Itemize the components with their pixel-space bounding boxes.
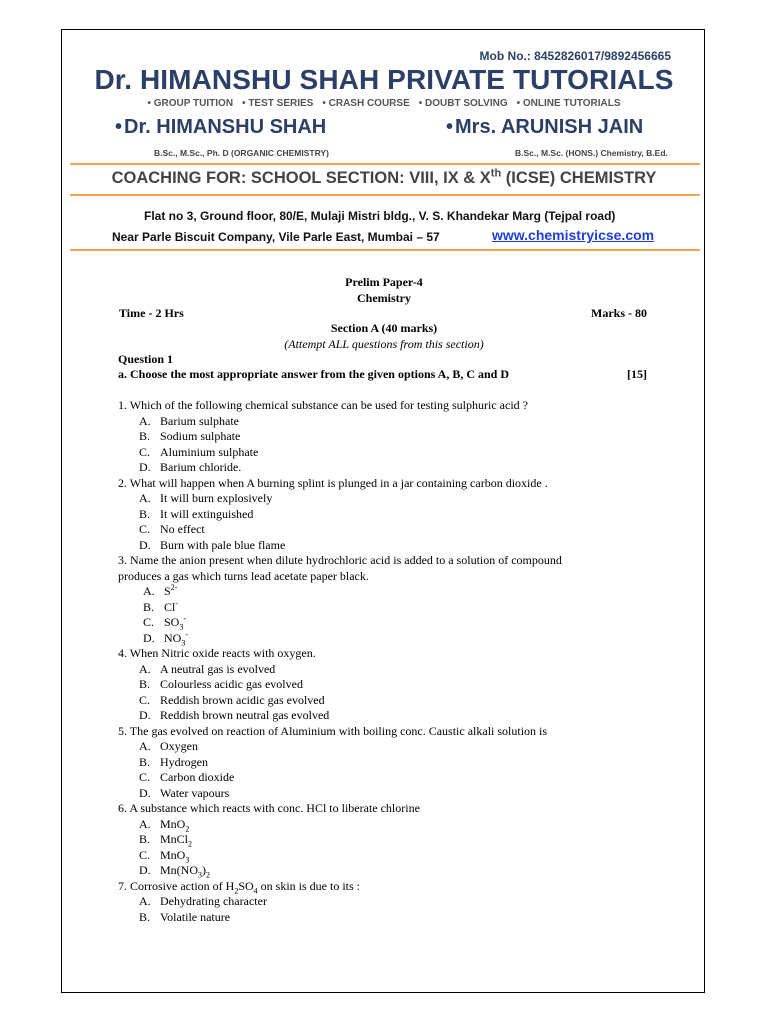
- question-text-cont: produces a gas which turns lead acetate paper black.: [118, 568, 369, 583]
- option: A. Barium sulphate: [139, 413, 239, 428]
- question-list: [118, 398, 678, 925]
- option: B. Cl-: [143, 598, 179, 614]
- teacher-name-1: • Dr. HIMANSHU SHAH: [115, 116, 326, 139]
- option: B. Sodium sulphate: [139, 429, 241, 443]
- institute-title: Dr. HIMANSHU SHAH PRIVATE TUTORIALS: [94, 64, 674, 95]
- question-text: 7. Corrosive action of $H_2SO_4$ on skin is due to its :: [118, 878, 360, 895]
- teacher-qualification-2: B.Sc., M.Sc. (HONS.) Chemistry, B.Ed.: [515, 148, 668, 158]
- question-paper-page: [61, 29, 705, 993]
- website-link[interactable]: www.chemistryicse.com: [492, 227, 655, 243]
- option: B. Colourless acidic gas evolved: [139, 677, 303, 691]
- part-a-marks: [15]: [627, 367, 647, 381]
- teacher-qualification-1: B.Sc., M.Sc., Ph. D (ORGANIC CHEMISTRY): [154, 148, 329, 158]
- coaching-prefix: COACHING FOR: SCHOOL SECTION: VIII, IX & X: [111, 169, 491, 187]
- option: A. It will burn explosively: [139, 491, 273, 505]
- mobile-number: Mob No.: 8452826017/9892456665: [479, 49, 671, 63]
- coaching-banner: [62, 169, 706, 188]
- option: B. Hydrogen: [139, 754, 208, 769]
- address-line-2: Near Parle Biscuit Company, Vile Parle East, Mumbai – 57: [112, 230, 440, 244]
- service-item: • GROUP TUITION: [148, 98, 234, 109]
- option: D. Reddish brown neutral gas evolved: [139, 708, 330, 722]
- question-text: 1. Which of the following chemical substance can be used for testing sulphuric acid ?: [118, 398, 528, 412]
- teacher-name-2: • Mrs. ARUNISH JAIN: [446, 116, 643, 139]
- question-text: 6. A substance which reacts with conc. HCl to liberate chlorine: [118, 801, 420, 815]
- option: D. Water vapours: [139, 785, 230, 800]
- question-text: 4. When Nitric oxide reacts with oxygen.: [118, 646, 316, 660]
- option: C. $SO_3^-$: [143, 614, 187, 632]
- service-item: • ONLINE TUTORIALS: [517, 98, 621, 109]
- option: D. $NO_3^-$: [143, 629, 189, 647]
- option: A. MnO$_2$: [139, 816, 190, 833]
- option: A. Oxygen: [139, 739, 198, 753]
- option: A. $S^{2-}$: [143, 583, 178, 598]
- section-instruction: (Attempt ALL questions from this section): [284, 337, 484, 351]
- option: A. Dehydrating character: [139, 894, 267, 908]
- coaching-sup: th: [490, 167, 502, 180]
- question-text: 2. What will happen when A burning splint is plunged in a jar containing carbon dioxide .: [118, 475, 548, 490]
- section-heading: Section A (40 marks): [330, 321, 438, 335]
- divider: [70, 163, 700, 165]
- option: B. Volatile nature: [139, 909, 231, 924]
- service-item: • TEST SERIES: [242, 98, 313, 109]
- option: D. $Mn(NO_3)_2$: [139, 863, 210, 880]
- option: C. No effect: [139, 522, 205, 536]
- divider: [70, 249, 700, 251]
- services-list: [62, 98, 706, 109]
- option: C. Reddish brown acidic gas evolved: [139, 692, 325, 707]
- part-a-instruction: a. Choose the most appropriate answer from the given options A, B, C and D: [118, 367, 510, 381]
- option: D. Barium chloride.: [139, 460, 242, 474]
- service-item: • CRASH COURSE: [322, 98, 409, 109]
- option: C. Carbon dioxide: [139, 770, 235, 784]
- divider: [70, 194, 700, 196]
- paper-subject: Chemistry: [357, 291, 411, 305]
- option: C. Aluminium sulphate: [139, 444, 259, 459]
- service-item: • DOUBT SOLVING: [419, 98, 508, 109]
- option: A. A neutral gas is evolved: [139, 661, 276, 676]
- coaching-suffix: (ICSE) CHEMISTRY: [501, 169, 657, 187]
- paper-title: Prelim Paper-4: [345, 275, 423, 289]
- address-line-1: Flat no 3, Ground floor, 80/E, Mulaji Mistri bldg., V. S. Khandekar Marg (Tejpal road): [144, 209, 616, 223]
- paper-marks: Marks - 80: [591, 306, 647, 320]
- option: B. MnCl$_2$: [139, 832, 193, 849]
- question-heading: Question 1: [118, 352, 174, 366]
- question-text: 3. Name the anion present when dilute hydrochloric acid is added to a solution of compound: [118, 553, 562, 567]
- paper-time: Time - 2 Hrs: [119, 306, 184, 320]
- question-text: 5. The gas evolved on reaction of Aluminium with boiling conc. Caustic alkali solution is: [118, 723, 548, 738]
- option: B. It will extinguished: [139, 506, 254, 521]
- option: C. MnO$_3$: [139, 847, 190, 864]
- option: D. Burn with pale blue flame: [139, 537, 286, 552]
